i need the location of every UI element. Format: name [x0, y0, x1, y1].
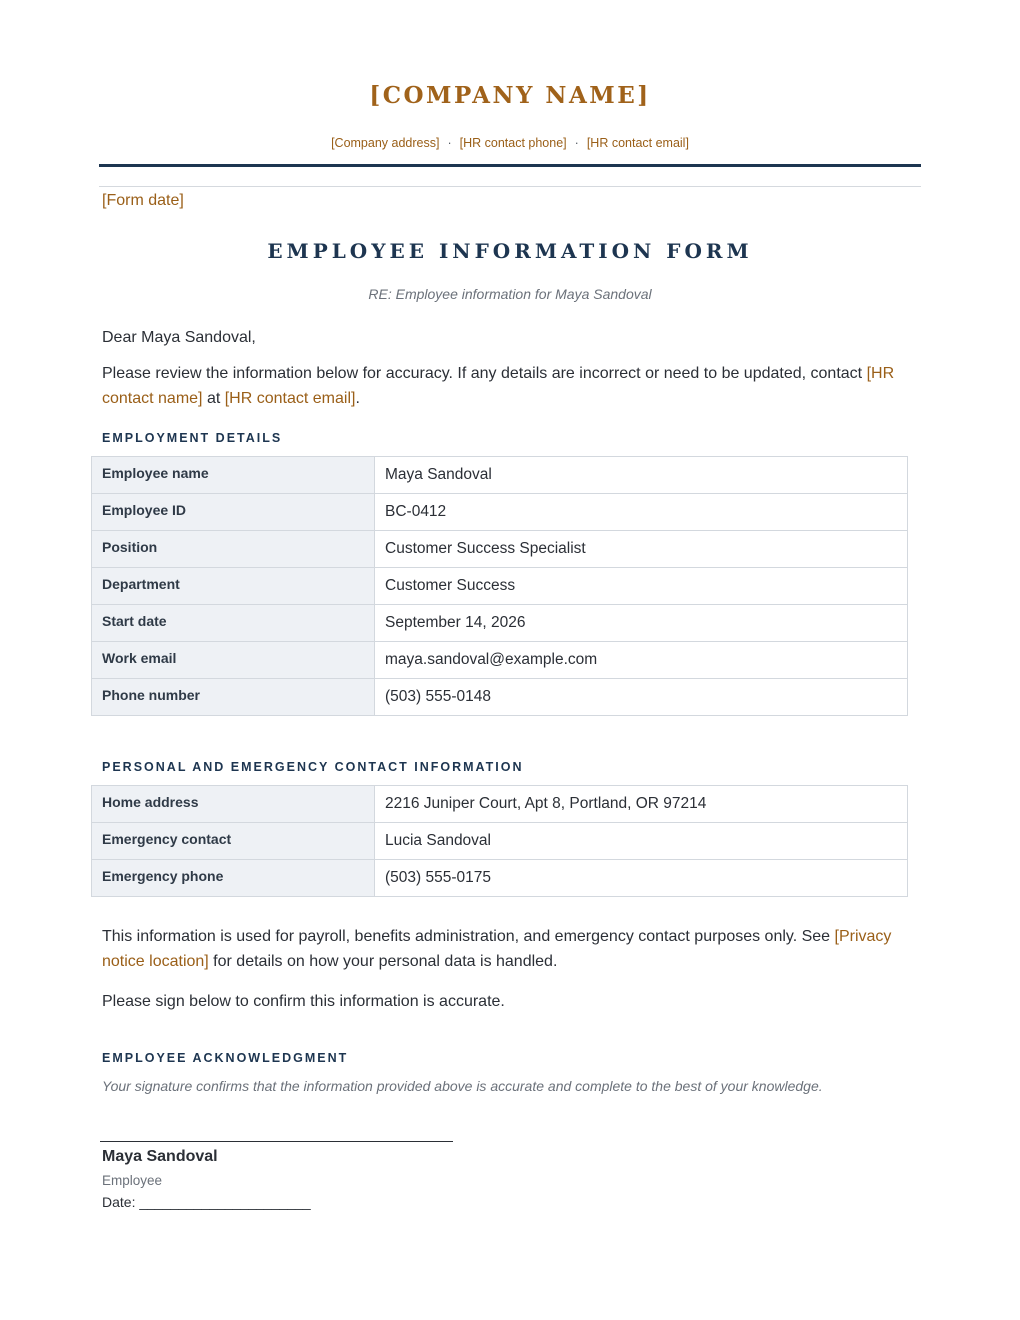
table-row	[92, 860, 908, 897]
company-contact-line	[0, 136, 1020, 150]
row-value: Customer Success Specialist	[375, 531, 908, 568]
row-value: maya.sandoval@example.com	[375, 642, 908, 679]
employment-details-table	[91, 456, 908, 716]
row-value: BC-0412	[375, 494, 908, 531]
separator-dot: ·	[447, 136, 452, 150]
row-value: Maya Sandoval	[375, 457, 908, 494]
privacy-location: [Privacy notice location]	[102, 928, 892, 970]
header-divider	[99, 164, 921, 167]
row-value: (503) 555-0175	[375, 860, 908, 897]
row-value: Lucia Sandoval	[375, 823, 908, 860]
table-row	[92, 605, 908, 642]
signer-name: Maya Sandoval	[102, 1148, 218, 1165]
row-label: Emergency phone	[92, 860, 375, 897]
row-label: Home address	[92, 786, 375, 823]
row-label: Department	[92, 568, 375, 605]
privacy-paragraph	[102, 924, 912, 974]
signature-date-line: Date: ______________________	[102, 1194, 311, 1210]
company-address: [Company address]	[331, 136, 440, 150]
signer-role: Employee	[102, 1173, 163, 1188]
table-row	[92, 642, 908, 679]
hr-contact-email: [HR contact email]	[586, 136, 689, 150]
form-title: EMPLOYEE INFORMATION FORM	[267, 239, 753, 263]
table-row	[92, 531, 908, 568]
row-label: Employee ID	[92, 494, 375, 531]
privacy-text: This information is used for payroll, benefits administration, and emergency contact purposes only. See	[102, 928, 835, 945]
hr-contact-name: [HR contact name]	[102, 365, 895, 407]
form-date: [Form date]	[102, 192, 184, 209]
row-value: (503) 555-0148	[375, 679, 908, 716]
salutation: Dear Maya Sandoval,	[102, 329, 256, 346]
intro-text: at	[202, 390, 225, 407]
row-label: Position	[92, 531, 375, 568]
signature-line	[100, 1141, 453, 1142]
sign-request: Please sign below to confirm this information is accurate.	[102, 993, 505, 1010]
personal-details-table	[91, 785, 908, 897]
acknowledgment-heading: EMPLOYEE ACKNOWLEDGMENT	[102, 1051, 349, 1065]
date-divider	[99, 186, 921, 187]
table-row	[92, 679, 908, 716]
table-row	[92, 494, 908, 531]
row-label: Work email	[92, 642, 375, 679]
company-name: [COMPANY NAME]	[369, 82, 651, 109]
hr-contact-phone: [HR contact phone]	[459, 136, 567, 150]
row-label: Employee name	[92, 457, 375, 494]
acknowledgment-note: Your signature confirms that the information provided above is accurate and complete to the best of your knowledge.	[102, 1078, 823, 1094]
row-value: Customer Success	[375, 568, 908, 605]
privacy-text: for details on how your personal data is handled.	[208, 953, 558, 970]
row-label: Start date	[92, 605, 375, 642]
intro-text: Please review the information below for accuracy. If any details are incorrect or need to be updated, contact	[102, 365, 867, 382]
row-label: Phone number	[92, 679, 375, 716]
table-row	[92, 457, 908, 494]
table-row	[92, 568, 908, 605]
hr-contact-email: [HR contact email]	[224, 390, 356, 407]
table-row	[92, 823, 908, 860]
employment-details-heading: EMPLOYMENT DETAILS	[102, 431, 283, 445]
re-line: RE: Employee information for Maya Sandoval	[368, 286, 652, 302]
separator-dot: ·	[574, 136, 579, 150]
intro-text: .	[355, 390, 360, 407]
personal-details-heading: PERSONAL AND EMERGENCY CONTACT INFORMATION	[102, 760, 524, 774]
row-value: September 14, 2026	[375, 605, 908, 642]
row-label: Emergency contact	[92, 823, 375, 860]
intro-paragraph	[102, 361, 912, 411]
row-value: 2216 Juniper Court, Apt 8, Portland, OR 97214	[375, 786, 908, 823]
table-row	[92, 786, 908, 823]
